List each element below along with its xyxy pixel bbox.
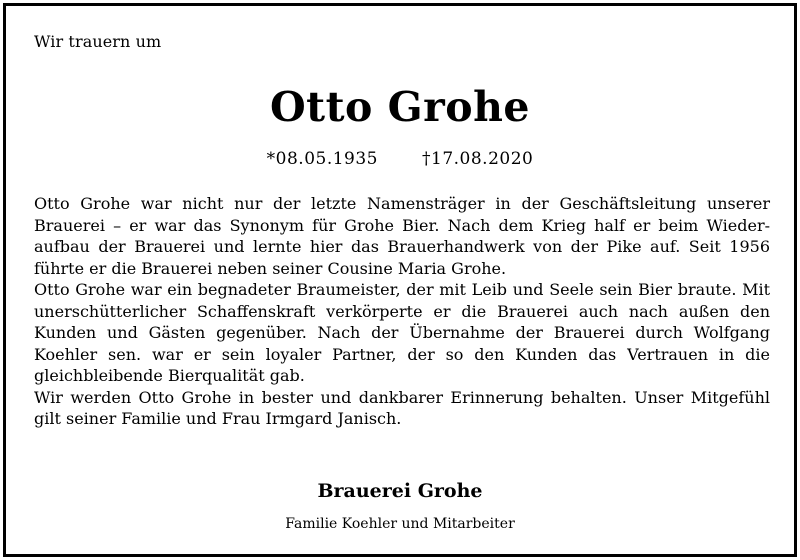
signature-subline: Familie Koehler und Mitarbeiter	[285, 516, 515, 532]
death-date: †17.08.2020	[422, 149, 534, 169]
paragraph-3: Wir werden Otto Grohe in bester und dankbarer Erinnerung behalten. Unser Mitgefühl gilt seiner Familie und Frau Irmgard Janisch.	[34, 387, 770, 428]
paragraph-2: Otto Grohe war ein begnadeter Braumeister, der mit Leib und Seele sein Bier braute. Mit unerschütterlicher Schaffenskraft verkörperte er die Brauerei auch nach außen den Kunden und Gästen gegenüber. Nach der Übernahme der Brauerei durch Wolfgang Koehler sen. war er sein loyaler Partner, der so den Kunden das Vertrauen in die gleichbleibende Bierqualität gab.	[34, 280, 770, 385]
paragraph-1: Otto Grohe war nicht nur der letzte Namensträger in der Geschäftsleitung unserer Brauerei – er war das Synonym für Grohe Bier. Nach dem Krieg half er beim Wiederaufbau der Brauerei und lernte hier das Brauerhandwerk von der Pike auf. Seit 1956 führte er die Brauerei neben seiner Cousine Maria Grohe.	[34, 194, 770, 278]
obituary-text	[34, 193, 770, 430]
birth-date: *08.05.1935	[266, 149, 378, 169]
deceased-name: Otto Grohe	[269, 83, 531, 131]
life-dates	[6, 148, 794, 170]
obituary-notice	[3, 3, 797, 557]
signature-company: Brauerei Grohe	[317, 480, 483, 502]
intro-line: Wir trauern um	[34, 32, 162, 51]
